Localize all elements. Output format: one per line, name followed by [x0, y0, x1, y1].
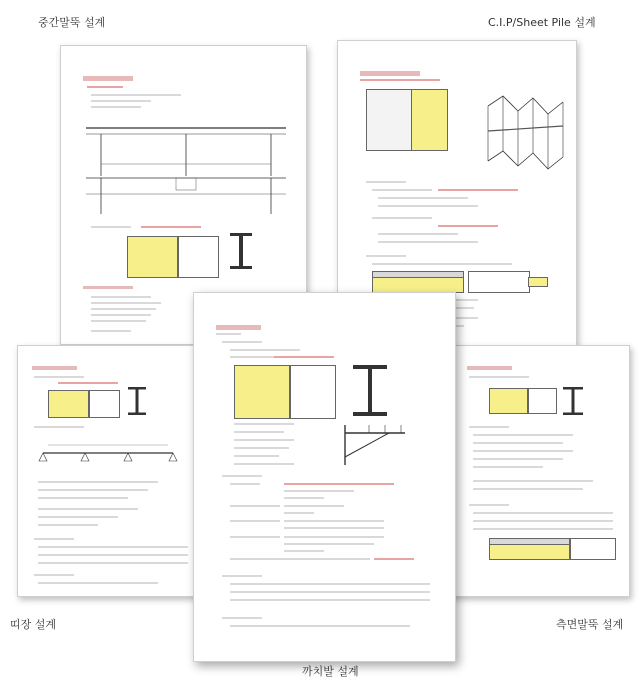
- h-beam-section-icon: [226, 231, 256, 271]
- caption-cip-sheet-pile-design: C.I.P/Sheet Pile 설계: [488, 16, 596, 29]
- bracket-support-drawing: [339, 421, 409, 466]
- page-heading: [360, 71, 420, 76]
- h-beam-section-icon: [126, 386, 148, 416]
- page-heading: [32, 366, 77, 370]
- h-beam-section-icon: [349, 363, 391, 418]
- caption-wale-design: 띠장 설계: [10, 618, 57, 631]
- sheet-pile-wall-drawing: [483, 86, 568, 181]
- page-bracket: [193, 292, 456, 662]
- middle-pile-section-drawing: [81, 116, 291, 216]
- caption-side-pile-design: 측면말뚝 설계: [556, 618, 624, 631]
- h-beam-section-icon: [561, 386, 585, 416]
- page-side-pile: [448, 345, 630, 597]
- wale-beam-diagram: [38, 441, 178, 471]
- page-heading: [467, 366, 512, 370]
- caption-bracket-design: 까치발 설계: [302, 665, 359, 678]
- page-heading: [83, 76, 133, 81]
- page-heading: [216, 325, 261, 330]
- caption-middle-pile-design: 중간말뚝 설계: [38, 16, 106, 29]
